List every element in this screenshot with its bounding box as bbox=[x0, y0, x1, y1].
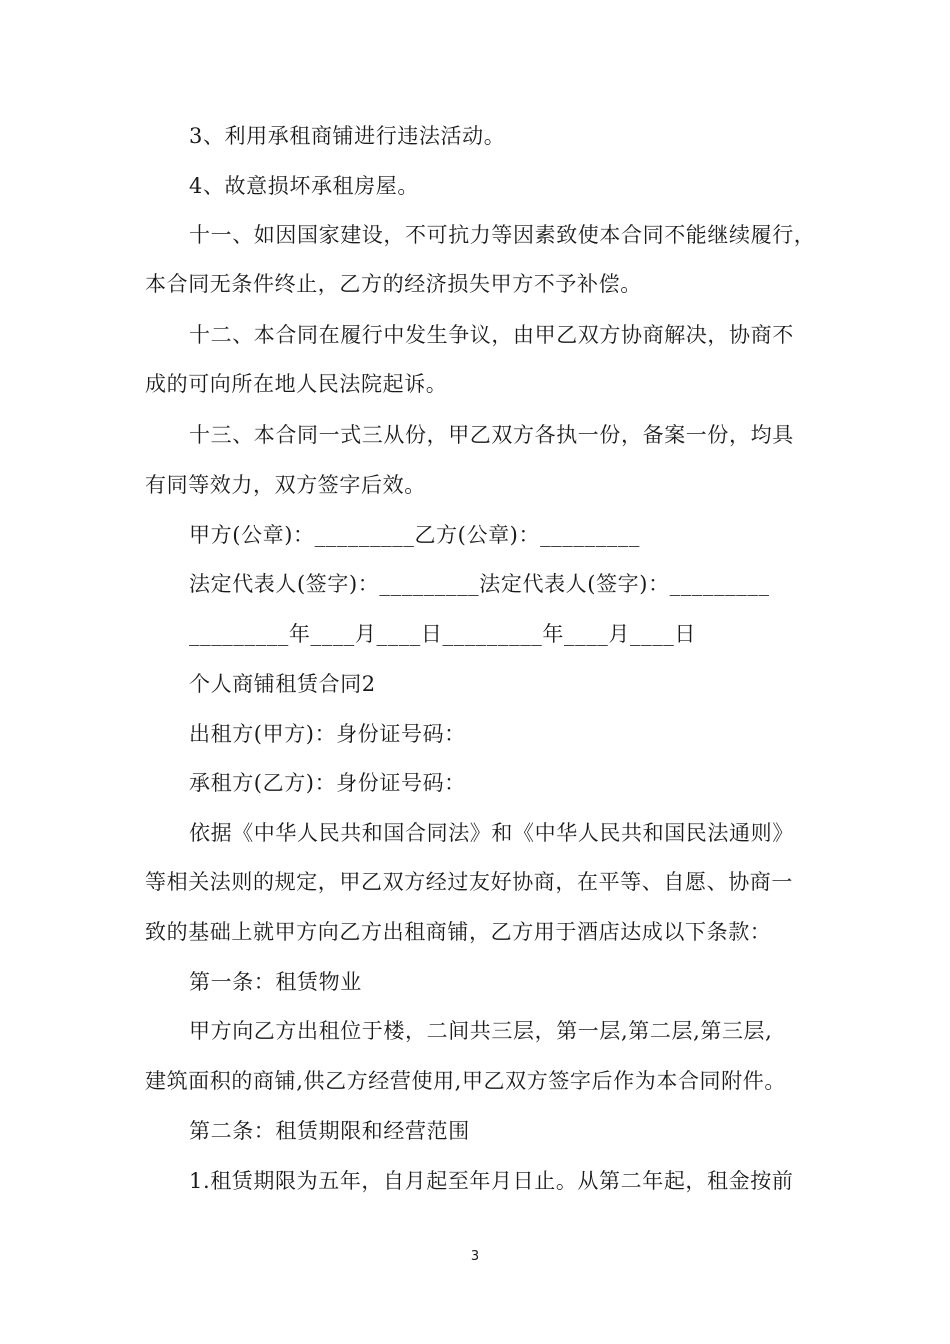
text-line: 依据《中华人民共和国合同法》和《中华人民共和国民法通则》 bbox=[189, 821, 794, 845]
signature-line-representative: 法定代表人(签字)：_________法定代表人(签字)：_________ bbox=[189, 572, 770, 596]
text-line: 本合同无条件终止，乙方的经济损失甲方不予补偿。 bbox=[145, 272, 642, 296]
text-line: 出租方(甲方)：身份证号码： bbox=[189, 722, 466, 746]
text-line: 等相关法则的规定，甲乙双方经过友好协商，在平等、自愿、协商一 bbox=[145, 870, 793, 894]
text-line: 建筑面积的商铺,供乙方经营使用,甲乙双方签字后作为本合同附件。 bbox=[145, 1069, 786, 1093]
text-line: 成的可向所在地人民法院起诉。 bbox=[145, 372, 448, 396]
text-line: 3、利用承租商铺进行违法活动。 bbox=[189, 124, 506, 148]
page-number: 3 bbox=[470, 1249, 480, 1264]
text-line: 4、故意损坏承租房屋。 bbox=[189, 174, 419, 198]
text-line: 1.租赁期限为五年，自月起至年月日止。从第二年起，租金按前 bbox=[189, 1169, 794, 1193]
article-heading: 第二条：租赁期限和经营范围 bbox=[189, 1119, 470, 1143]
text-line: 甲方向乙方出租位于楼，二间共三层，第一层,第二层,第三层, bbox=[189, 1019, 773, 1043]
text-line: 承租方(乙方)：身份证号码： bbox=[189, 771, 466, 795]
section-title: 个人商铺租赁合同2 bbox=[189, 672, 376, 696]
signature-line-seal: 甲方(公章)：_________乙方(公章)：_________ bbox=[189, 523, 640, 547]
text-line: 十二、本合同在履行中发生争议，由甲乙双方协商解决，协商不 bbox=[189, 323, 794, 347]
date-line: _________年____月____日_________年____月____日 bbox=[189, 622, 696, 646]
text-line: 十一、如因国家建设，不可抗力等因素致使本合同不能继续履行， bbox=[189, 223, 816, 247]
text-line: 十三、本合同一式三从份，甲乙双方各执一份，备案一份，均具 bbox=[189, 423, 794, 447]
article-heading: 第一条：租赁物业 bbox=[189, 970, 362, 994]
text-line: 有同等效力，双方签字后效。 bbox=[145, 473, 426, 497]
text-line: 致的基础上就甲方向乙方出租商铺，乙方用于酒店达成以下条款： bbox=[145, 920, 772, 944]
